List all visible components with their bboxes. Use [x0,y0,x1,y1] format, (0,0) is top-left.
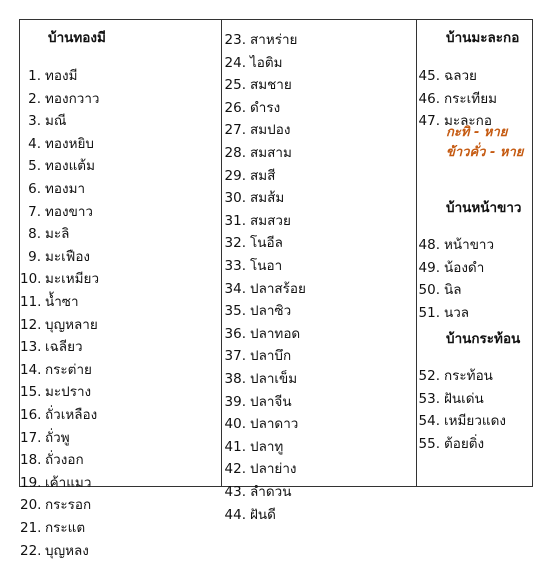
item-number: 51. [418,304,440,321]
item-number: 53. [418,390,440,407]
item-name: ทองแต้ม [45,158,95,175]
item-name: สมสาม [250,145,292,161]
list-item [416,258,484,278]
item-number: 47. [418,113,440,130]
item-name: ปลาย่าง [250,461,297,478]
list-item [416,280,462,300]
item-number: 10. [20,271,42,288]
list-item [221,120,290,140]
list-item [221,482,291,502]
list-item [221,143,292,163]
list-item [221,459,297,479]
item-name: ปลาเข็ม [250,371,298,387]
item-name: โนอา [250,258,283,274]
item-name: มะเฟือง [45,248,91,265]
item-name: ฝันดี [250,506,276,523]
list-item [221,392,292,412]
list-item [221,166,275,186]
item-name: โนอีล [250,235,283,252]
list-item [221,369,297,389]
item-number: 49. [418,259,440,276]
item-number: 40. [224,416,246,433]
item-number: 12. [20,316,42,333]
item-number: 28. [224,145,246,161]
item-number: 38. [224,371,246,387]
item-name: ปลาซิว [250,303,292,320]
item-number: 34. [224,280,246,297]
list-item [20,224,69,244]
item-name: สมส้ม [250,190,285,207]
item-name: เหมียวแดง [444,413,506,430]
item-name: เฉลียว [45,339,83,356]
item-number: 17. [20,429,42,446]
item-name: บุญหลง [45,542,89,559]
item-number: 42. [224,461,246,478]
item-name: มะเหมียว [45,271,100,288]
item-number: 13. [20,339,42,356]
item-name: ทองขาว [45,203,93,220]
item-name: ปลาสร้อย [250,280,306,297]
item-number: 45. [418,68,440,84]
list-item [221,188,284,208]
item-number: 18. [20,452,42,469]
list-item [20,518,85,538]
item-name: ทองมี [45,68,78,84]
list-item [20,315,98,335]
item-name: สมปอง [250,122,291,139]
list-item [221,211,291,231]
item-number: 30. [224,190,246,207]
list-item [20,89,100,109]
item-number: 35. [224,303,246,320]
item-number: 41. [224,438,246,455]
item-name: น้ำซา [45,294,79,310]
item-name: มณี [45,113,67,130]
list-item [20,134,94,154]
item-name: ทองหยิบ [45,135,94,152]
item-number: 33. [224,258,246,274]
list-item [416,366,493,386]
item-name: ลำดวน [250,484,292,500]
item-number: 39. [224,393,246,410]
item-name: ปลาทอด [250,325,301,342]
item-name: สมสี [250,167,276,184]
house-heading: บ้านทองมี [48,30,106,46]
item-name: กระแต [45,520,86,536]
item-number: 3. [28,113,41,130]
list-item [20,292,79,312]
item-number: 14. [20,361,42,378]
item-number: 1. [28,68,41,84]
list-item [221,279,306,299]
item-name: ปลาทู [250,438,284,455]
item-number: 22. [20,542,42,559]
item-number: 7. [28,203,41,220]
item-name: มะละกอ [444,113,492,130]
item-number: 31. [224,212,246,229]
item-name: สาหร่าย [250,32,298,48]
item-name: น้องดำ [444,259,485,276]
item-name: มะปราง [45,384,92,401]
item-name: เค้าแมว [45,474,92,491]
item-name: ปลาจีน [250,393,292,410]
list-item [221,256,282,276]
list-item [20,473,91,493]
item-number: 50. [418,282,440,299]
item-number: 24. [224,54,246,71]
item-name: มะลิ [45,226,70,243]
house-heading: บ้านกระท้อน [446,331,521,347]
list-item [20,405,97,425]
item-number: 43. [224,484,246,500]
list-item [221,437,283,457]
list-item [20,179,85,199]
list-item [20,156,95,176]
item-number: 44. [224,506,246,523]
list-item [221,505,276,525]
list-item [416,89,497,109]
list-item [221,346,291,366]
list-item [20,202,93,222]
list-item [416,411,506,431]
item-name: ต้อยติ่ง [444,435,485,452]
item-name: นิล [444,282,462,299]
item-name: ถั่วพู [45,429,70,446]
item-number: 11. [20,294,42,310]
item-number: 6. [28,181,41,197]
list-item [20,495,91,515]
item-name: กระเทียม [444,90,497,107]
item-name: ฝันเด่น [444,390,484,407]
item-number: 15. [20,384,42,401]
list-item [416,303,469,323]
list-item [20,111,66,131]
item-number: 8. [28,226,41,243]
list-item [416,235,494,255]
item-name: ทองมา [45,181,86,197]
item-number: 26. [224,99,246,116]
item-name: กระท้อน [444,368,493,384]
item-name: ฉลวย [444,68,477,84]
missing-note: กะทิ - หาย [446,125,508,140]
item-number: 27. [224,122,246,139]
item-name: สมสวย [250,212,291,229]
item-number: 29. [224,167,246,184]
list-item [20,360,92,380]
table-frame [19,19,533,559]
list-item [20,337,83,357]
list-item [221,324,300,344]
list-item [221,30,297,50]
list-item [221,53,283,73]
item-number: 16. [20,407,42,423]
list-item [20,66,78,86]
item-name: ปลาดาว [250,416,299,433]
item-name: ถั่วงอก [45,452,84,469]
item-number: 9. [28,248,41,265]
item-number: 48. [418,237,440,253]
item-name: ดำรง [250,99,281,116]
list-item [221,233,283,253]
item-name: กระรอก [45,497,92,514]
item-number: 55. [418,435,440,452]
item-number: 54. [418,413,440,430]
item-number: 5. [28,158,41,175]
item-name: บุญหลาย [45,316,98,333]
list-item [416,389,484,409]
list-item [20,428,70,448]
item-number: 23. [224,32,246,48]
item-number: 52. [418,368,440,384]
item-number: 46. [418,90,440,107]
list-item [20,450,84,470]
list-item [20,269,99,289]
list-item [221,414,298,434]
item-name: ทองกวาว [45,90,100,107]
list-item [20,382,91,402]
item-name: สมชาย [250,77,292,94]
house-heading: บ้านมะละกอ [446,30,520,46]
list-item [221,75,292,95]
item-name: ไอติม [250,54,283,71]
item-name: นวล [444,304,470,321]
list-item [221,98,280,118]
item-number: 4. [28,135,41,152]
item-name: ถั่วเหลือง [45,407,98,423]
item-name: กระต่าย [45,361,92,378]
item-number: 37. [224,348,246,365]
item-number: 19. [20,474,42,491]
list-item [20,541,89,561]
list-item [416,434,484,454]
item-number: 32. [224,235,246,252]
item-name: หน้าขาว [444,237,495,253]
item-name: ปลาบึก [250,348,292,365]
item-number: 36. [224,325,246,342]
list-item [20,247,90,267]
list-item [221,301,291,321]
list-item [416,66,477,86]
item-number: 20. [20,497,42,514]
item-number: 25. [224,77,246,94]
item-number: 2. [28,90,41,107]
item-number: 21. [20,520,42,536]
house-heading: บ้านหน้าขาว [446,200,522,216]
missing-note: ข้าวคั่ว - หาย [446,145,524,160]
